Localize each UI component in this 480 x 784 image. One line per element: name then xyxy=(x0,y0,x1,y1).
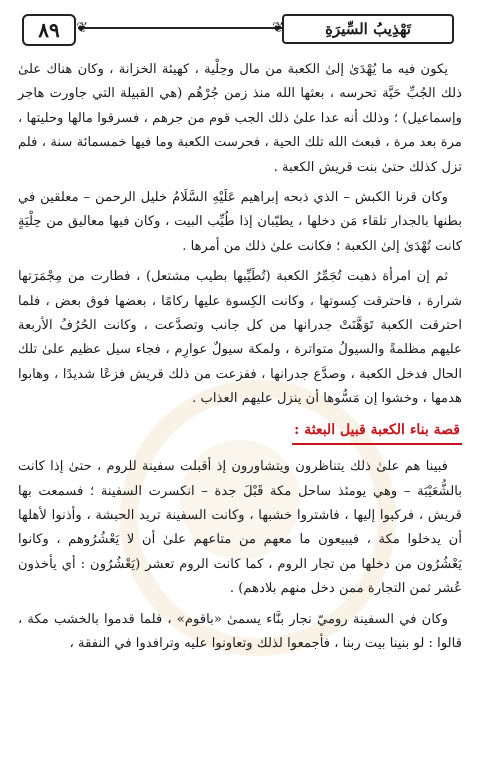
paragraph: وكان قرنا الكبش – الذي ذبحه إبراهيم عَلَيْهِ السَّلَامُ خليل الرحمن – معلقين في بطنها بالجدار تلقاء مَن دخلها ، يطيّبان إذا طُيِّب البيت ، وكان فيها معاليق من حِلْيَةٍ كانت تُهْدَىٰ إلىٰ الكعبة ؛ فكانت علىٰ ذلك من أمرها . xyxy=(18,190,462,254)
page-header xyxy=(8,6,472,50)
section-heading-wrap xyxy=(18,418,462,445)
paragraph: يكون فيه ما يُهْدَىٰ إلىٰ الكعبة من مال وحِلْية ، كهيئة الخزانة ، وكان هناك علىٰ ذلك الجُبِّ حَيَّة تحرسه ، بعثها الله منذ زمن جُرْهُم (هي القبيلة التي جاورت هاجر وإسماعيل) ؛ وذلك أنه عدا علىٰ ذلك الجب قوم من جرهم ، فسرقوا مالها وحليتها ، مرة بعد مرة ، فبعث الله تلك الحية ، فحرست الكعبة وما فيها خمسمائة سنة ، فلم تزل كذلك حتىٰ بنت قريش الكعبة . xyxy=(18,62,462,175)
header-rule xyxy=(78,27,282,29)
ornament-icon: ❦ xyxy=(272,20,284,36)
page-number: ٨٩ xyxy=(22,14,76,46)
paragraph: وكان في السفينة روميّ نجار بنَّاء يسمىٰ «باقوم» ، فلما قدموا بالخشب مكة ، قالوا : لو بنينا بيت ربنا ، فأجمعوا لذلك وتعاونوا عليه وترافدوا في النفقة ، xyxy=(18,611,462,651)
section-heading: قصة بناء الكعبة قبيل البعثة : xyxy=(292,418,462,445)
page-body xyxy=(18,58,462,776)
paragraph: ثم إن امرأة ذهبت تُجَمِّرُ الكعبة (تُطَيِّبها بطيب مشتعل) ، فطارت من مِجْمَرَتها شرارة ، فاحترقت كِسوتها ، وكانت الكِسوة عليها ركامًا ، بعضها فوق بعض ، فلما احترقت الكعبة تَوَهَّنَتْ جدرانها من كل جانب وتصدَّعت ، وكانت الحُرُفُ الأربعة عليهم مظلمةً والسيولُ متواترة ، ولمكة سيولٌ عوارِم ، فجاء سيل عظيم علىٰ تلك الحال فدخل الكعبة ، وصدَّع جدرانها ، ففزعت من ذلك قريش فزعًا شديدًا ، وهابوا هدمها ، وخشوا إن مَسُّوها أن ينزل عليهم العذاب . xyxy=(18,269,462,407)
running-title: تَهْذِيبُ السِّيرَةِ xyxy=(282,14,454,44)
ornament-icon: ❦ xyxy=(76,20,88,36)
paragraph: فبينا هم علىٰ ذلك يتناظرون ويتشاورون إذ أقبلت سفينة للروم ، حتىٰ إذا كانت بالشُّعَيْبَة – وهي يومئذ ساحل مكة قَبْلَ جدة – انكسرت السفينة ؛ فسمعت بها قريش ، فركبوا إليها ، فاشتروا خشبها ، وكانت السفينة تريد الحبشة ، وأذنوا لأهلها أن يدخلوا مكة ، فيبيعون ما معهم من متاعهم علىٰ أن لا يَعْشُرُوهم ، وكانوا يَعْشُرُون من دخلها من تجار الروم ، كما كانت الروم تعشر (يَعْشُرُون : أي يأخذون عُشر ثمن التجارة ممن دخل منهم بلادهم) . xyxy=(18,459,462,597)
